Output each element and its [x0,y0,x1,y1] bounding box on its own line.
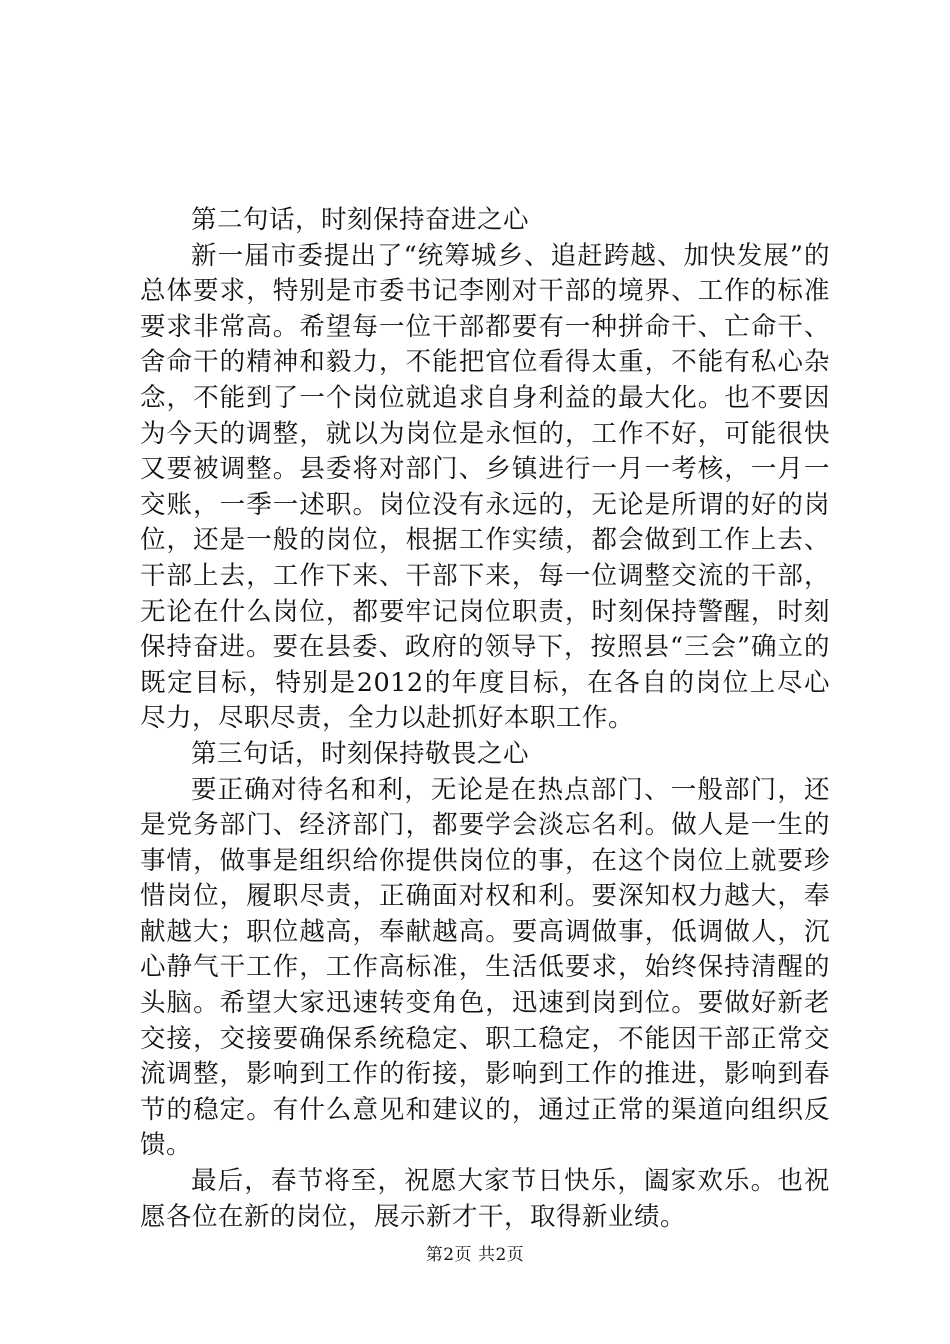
section-heading-second: 第二句话，时刻保持奋进之心 [191,205,530,235]
closing-paragraph: 最后，春节将至，祝愿大家节日快乐，阖家欢乐。也祝愿各位在新的岗位，展示新才干，取得新业绩。 [140,1166,830,1232]
body-paragraph: 要正确对待名和利，无论是在热点部门、一般部门，还是党务部门、经济部门，都要学会淡忘名利。做人是一生的事情，做事是组织给你提供岗位的事，在这个岗位上就要珍惜岗位，履职尽责，正确面对权和利。要深知权力越大，奉献越大；职位越高，奉献越高。要高调做事，低调做人，沉心静气干工作，工作高标准，生活低要求，始终保持清醒的头脑。希望大家迅速转变角色，迅速到岗到位。要做好新老交接，交接要确保系统稳定、职工稳定，不能因干部正常交流调整，影响到工作的衔接，影响到工作的推进，影响到春节的稳定。有什么意见和建议的，通过正常的渠道向组织反馈。 [140,774,830,1161]
body-paragraph: 新一届市委提出了“统筹城乡、追赶跨越、加快发展”的总体要求，特别是市委书记李刚对干部的境界、工作的标准要求非常高。希望每一位干部都要有一种拼命干、亡命干、舍命干的精神和毅力，不能把官位看得太重，不能有私心杂念，不能到了一个岗位就追求自身利益的最大化。也不要因为今天的调整，就以为岗位是永恒的，工作不好，可能很快又要被调整。县委将对部门、乡镇进行一月一考核，一月一交账，一季一述职。岗位没有永远的，无论是所谓的好的岗位，还是一般的岗位，根据工作实绩，都会做到工作上去、干部上去，工作下来、干部下来，每一位调整交流的干部，无论在什么岗位，都要牢记岗位职责，时刻保持警醒，时刻保持奋进。要在县委、政府的领导下，按照县“三会”确立的既定目标，特别是2012的年度目标，在各自的岗位上尽心尽力，尽职尽责，全力以赴抓好本职工作。 [140,240,830,734]
section-heading-third: 第三句话，时刻保持敬畏之心 [191,738,530,769]
page-number-footer: 第2页 共2页 [425,1245,525,1265]
document-body [140,203,830,1235]
